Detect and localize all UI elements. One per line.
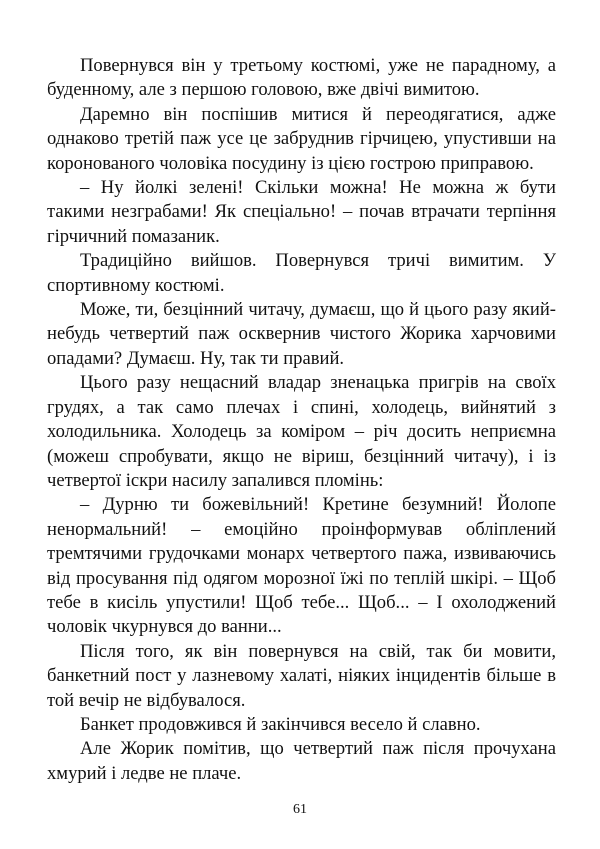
paragraph: Даремно він поспішив митися й переодягатися, адже однаково третій паж усе це забруднив гірчицею, упустивши на коронованого чоловіка посудину із цією гострою приправою. xyxy=(47,103,556,174)
paragraph: Банкет продовжився й закінчився весело й славно. xyxy=(80,713,481,735)
paragraph: Але Жорик помітив, що четвертий паж після прочухана хмурий і ледве не плаче. xyxy=(47,738,556,784)
page-number: 61 xyxy=(293,802,307,817)
paragraph: Повернувся він у третьому костюмі, уже не парадному, а буденному, але з першою головою, вже двічі вимитою. xyxy=(47,55,556,101)
paragraph: Традиційно вийшов. Повернувся тричі вимитим. У спортивному костюмі. xyxy=(47,250,556,296)
page-text xyxy=(47,54,556,786)
paragraph: – Ну йолкі зелені! Скільки можна! Не можна ж бути такими незграбами! Як спеціально! – почав втрачати терпіння гірчичний помазаник. xyxy=(47,177,556,247)
paragraph: Цього разу нещасний владар зненацька пригрів на своїх грудях, а так само плечах і спині, холодець, вийнятий з холодильника. Холодець за коміром – річ досить неприємна (можеш спробувати, якщо не віриш, безцінний читачу), і із четвертої іскри насилу запалився пломінь: xyxy=(47,372,556,491)
paragraph: – Дурню ти божевільний! Кретине безумний! Йолопе ненормальний! – емоційно проінформував обліплений тремтячими грудочками монарх четвертого пажа, извиваючись від просування під одягом морозної їжі по теплій шкірі. – Щоб тебе в кисіль упустили! Щоб тебе... Щоб... – І охолоджений чоловік чкурнувся до ванни... xyxy=(47,494,556,638)
paragraph: Може, ти, безцінний читачу, думаєш, що й цього разу який-небудь четвертий паж осквернив чистого Жорика харчовими опадами? Думаєш. Ну, так ти правий. xyxy=(47,299,556,369)
paragraph: Після того, як він повернувся на свій, так би мовити, банкетний пост у лазневому халаті, ніяких інцидентів більше в той вечір не відбувалося. xyxy=(47,640,556,711)
